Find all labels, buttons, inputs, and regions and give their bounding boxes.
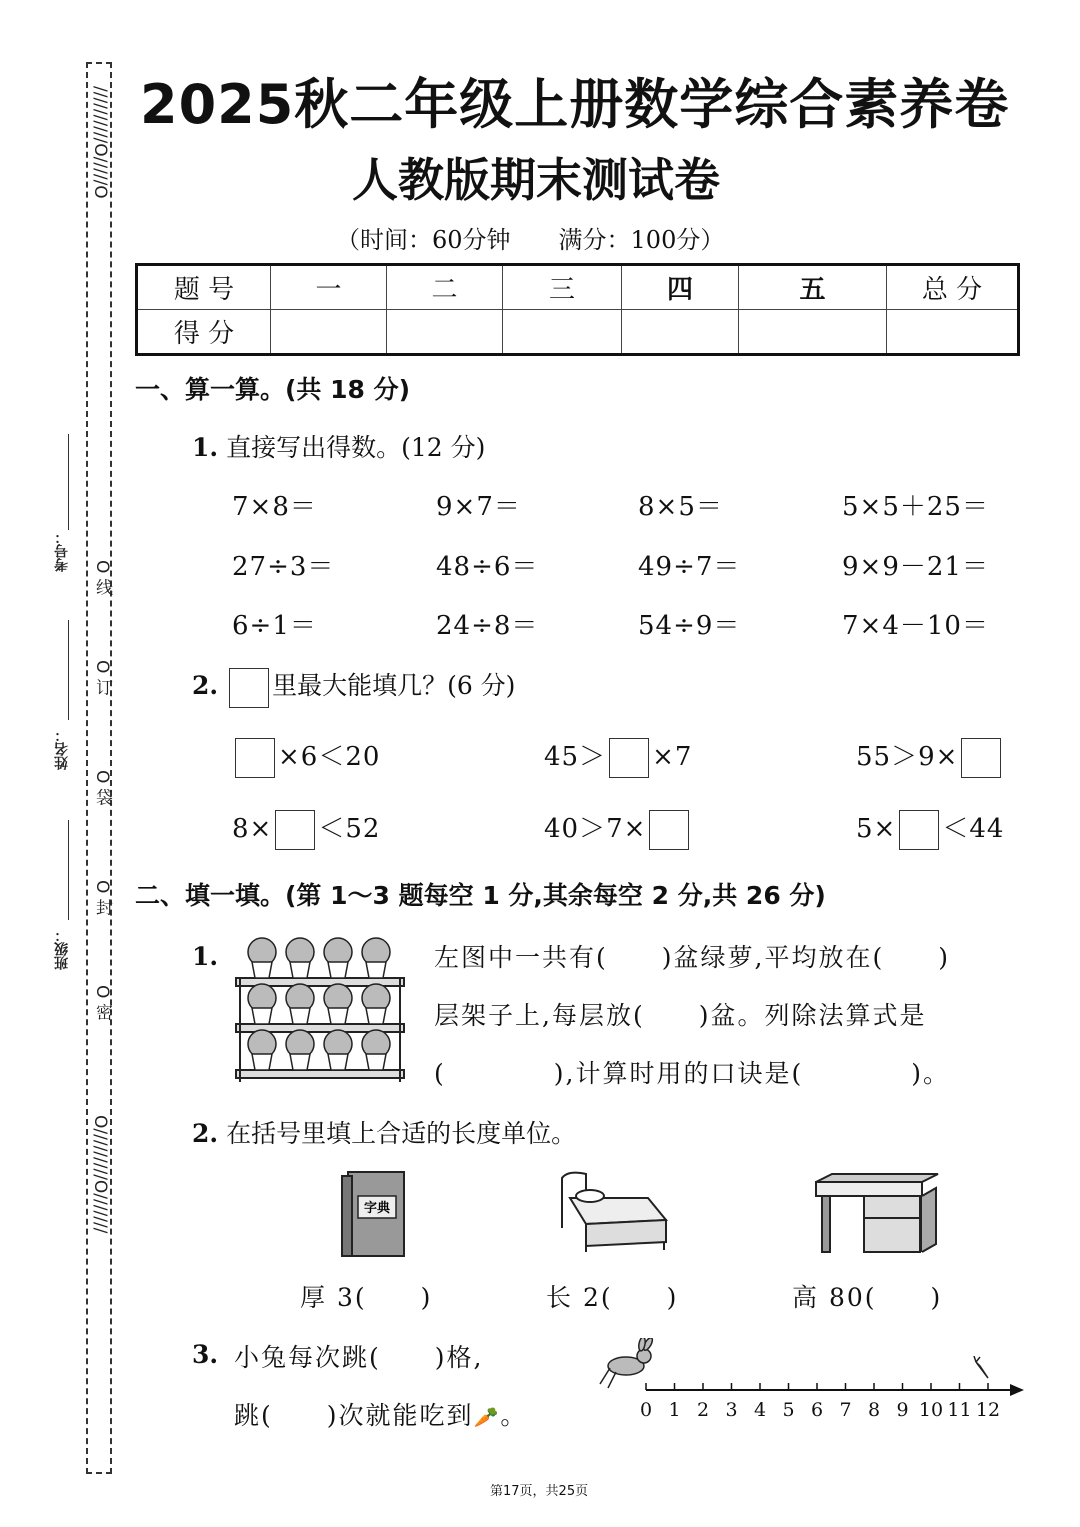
score-cell[interactable] [503,310,622,355]
number-line-label: 11 [947,1399,972,1421]
binding-hash-bottom: O/////////O/////// [90,1115,110,1234]
number-line-label: 0 [639,1399,653,1421]
plant-shelf-illustration [232,936,410,1084]
s1-q1-number: 1. [192,433,219,462]
plant-pot [328,1008,348,1024]
dictionary-label: 字典 [363,1201,391,1216]
score-table [135,263,1020,356]
plant-pot [252,1008,272,1024]
calc-item: 49÷7＝ [638,552,741,582]
answer-box[interactable] [229,668,269,708]
s1-q2-number: 2. [192,671,219,700]
binding-line-mark: O 线 [92,560,112,596]
plant-pot [290,962,310,978]
plant-pot [328,1054,348,1070]
calc-item: 5×5＋25＝ [842,492,989,522]
binding-strip [86,62,112,1474]
exam-number-line[interactable] [68,434,69,530]
exam-number-label: 考号： [54,530,70,572]
s2-q1-line3: ( ),计算时用的口诀是( )。 [434,1059,950,1088]
binding-mi-mark: O 密 [92,985,112,1021]
s2-q2-number: 2. [192,1119,219,1148]
calc-item: 7×4－10＝ [842,611,989,641]
number-line [636,1380,1028,1422]
dictionary-illustration [340,1168,408,1260]
calc-item: 8×5＝ [638,492,723,522]
page-subtitle: 人教版期末测试卷 [352,153,720,207]
number-line-label: 10 [918,1399,944,1421]
page-title: 2025秋二年级上册数学综合素养卷 [140,73,1010,136]
number-line-label: 12 [975,1399,1001,1421]
score-col-1: 一 [271,265,387,310]
answer-box[interactable] [649,810,689,850]
class-label: 班级： [54,928,70,970]
binding-feng-mark: O 封 [92,880,112,916]
calc-item: 6÷1＝ [232,611,317,641]
s2-q3-number: 3. [192,1340,219,1369]
plant-pot [366,962,386,978]
length-item-bed: 长 2( ) [546,1283,679,1312]
length-item-book: 厚 3( ) [300,1283,433,1312]
binding-dai-mark: O 袋 [92,770,112,806]
score-cell[interactable] [271,310,387,355]
calc-item: 9×9－21＝ [842,552,989,582]
s2-q3-line2: 跳( )次就能吃到🥕。 [234,1401,528,1430]
score-col-4: 四 [622,265,739,310]
desk-illustration [812,1168,942,1260]
length-item-desk: 高 80( ) [792,1283,943,1312]
calc-item: 54÷9＝ [638,611,741,641]
carrot-icon: 🥕 [473,1405,501,1429]
calc-item: 9×7＝ [436,492,521,522]
score-cell[interactable] [622,310,739,355]
exam-info: （时间：60分钟 满分：100分） [336,226,725,254]
score-cell[interactable] [387,310,503,355]
class-line[interactable] [68,820,69,920]
score-cell[interactable] [739,310,887,355]
section1-title: 一、算一算。(共 18 分) [135,375,411,404]
ineq-item: 55＞9× [856,736,1004,778]
s1-q1-text: 直接写出得数。(12 分) [226,433,486,462]
number-line-label: 2 [696,1399,710,1421]
calc-item: 27÷3＝ [232,552,335,582]
bed-illustration [556,1168,672,1254]
calc-item: 48÷6＝ [436,552,539,582]
s2-q2 [192,1114,576,1150]
score-cell[interactable] [887,310,1019,355]
number-line-label: 8 [867,1399,881,1421]
number-line-label: 3 [725,1399,738,1421]
section2-title: 二、填一填。(第 1～3 题每空 1 分,其余每空 2 分,共 26 分) [135,881,826,910]
answer-box[interactable] [235,738,275,778]
calc-item: 24÷8＝ [436,611,539,641]
number-line-label: 5 [782,1399,795,1421]
ineq-item: ×6＜20 [232,736,380,778]
s2-q3-line1: 小兔每次跳( )格, [234,1343,484,1372]
s1-q2-text: 里最大能填几？(6 分) [272,671,516,700]
score-col-5: 五 [739,265,887,310]
number-line-label: 1 [668,1399,681,1421]
answer-box[interactable] [961,738,1001,778]
s2-q1-line1: 左图中一共有( )盆绿萝,平均放在( ) [434,943,950,972]
ineq-item: 5× ＜44 [856,808,1004,850]
number-line-label: 4 [753,1399,767,1421]
plant-pot [366,1054,386,1070]
page-footer: 第17页，共25页 [490,1484,589,1499]
name-line[interactable] [68,620,69,720]
plant-pot [366,1008,386,1024]
carrot-icon [972,1356,992,1382]
plant-pot [290,1008,310,1024]
name-label: 姓名： [54,728,70,770]
score-col-3: 三 [503,265,622,310]
plant-pot [252,1054,272,1070]
score-col-2: 二 [387,265,503,310]
answer-box[interactable] [899,810,939,850]
s2-q1-line2: 层架子上,每层放( )盆。列除法算式是 [434,1001,927,1030]
plant-pot [252,962,272,978]
score-col-total: 总 分 [887,265,1019,310]
number-line-label: 6 [810,1399,824,1421]
score-header-label: 题 号 [137,265,271,310]
s2-q1-number: 1. [192,942,219,971]
answer-box[interactable] [275,810,315,850]
plant-pot [328,962,348,978]
ineq-item: 40＞7× [544,808,692,850]
ineq-item: 45＞ ×7 [544,736,692,778]
plant-pot [290,1054,310,1070]
number-line-label: 9 [896,1399,909,1421]
s1-q2 [192,666,515,708]
binding-hash-top: //////////O/////O [90,86,110,199]
ineq-item: 8× ＜52 [232,808,380,850]
number-line-label: 7 [839,1399,852,1421]
s1-q1 [192,428,485,464]
score-row-label: 得 分 [137,310,271,355]
answer-box[interactable] [609,738,649,778]
s2-q2-text: 在括号里填上合适的长度单位。 [226,1119,577,1148]
binding-ding-mark: O 订 [92,660,112,696]
calc-item: 7×8＝ [232,492,317,522]
